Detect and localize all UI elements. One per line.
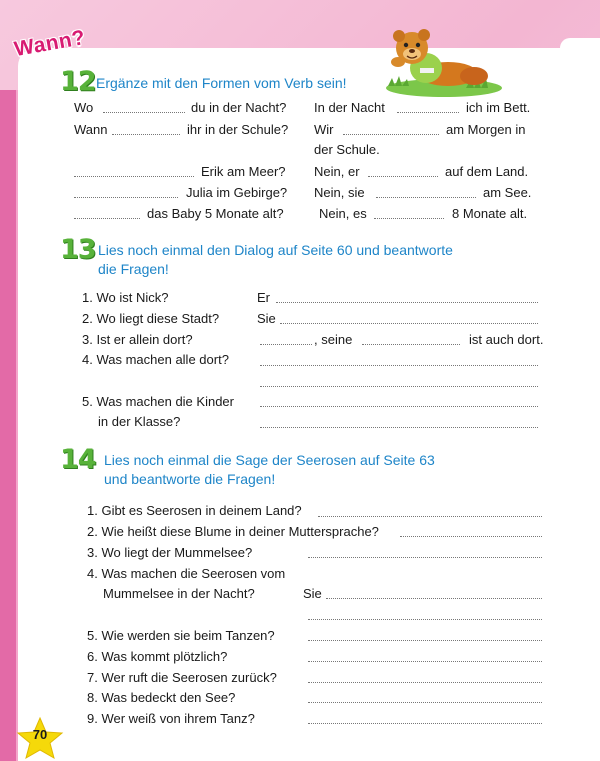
exercise-13-instruction-line-1: Lies noch einmal den Dialog auf Seite 60 und beantworte — [98, 242, 453, 258]
ex14-answer-3-line[interactable] — [308, 557, 542, 558]
book-spine — [0, 90, 16, 761]
exercise-12-instruction: Ergänze mit den Formen vom Verb sein! — [96, 75, 347, 91]
ex13-answer-3-blank-2[interactable] — [362, 344, 460, 345]
ex12-right-1-start: In der Nacht — [314, 100, 385, 115]
page-corner — [560, 38, 600, 52]
ex13-question-1: 1. Wo ist Nick? — [82, 290, 169, 305]
ex12-right-2-continuation: der Schule. — [314, 142, 380, 157]
ex12-right-4-end: am See. — [483, 185, 532, 200]
ex14-question-1: 1. Gibt es Seerosen in deinem Land? — [87, 503, 302, 518]
ex13-answer-4-line-1[interactable] — [260, 365, 538, 366]
ex12-left-2-start: Wann — [74, 122, 108, 137]
ex14-question-2: 2. Wie heißt diese Blume in deiner Muttersprache? — [87, 524, 379, 539]
ex12-left-1-end: du in der Nacht? — [191, 100, 287, 115]
ex12-left-5-end: das Baby 5 Monate alt? — [147, 206, 284, 221]
ex14-answer-4-line-2[interactable] — [308, 619, 542, 620]
ex12-left-2-blank[interactable] — [112, 134, 180, 135]
ex12-right-2-end: am Morgen in — [446, 122, 526, 137]
ex13-answer-1-prefix: Er — [257, 290, 270, 305]
ex12-right-4-blank[interactable] — [376, 197, 476, 198]
corner-label: Wann? — [12, 25, 88, 62]
ex13-answer-3-middle: , seine — [314, 332, 353, 347]
ex13-question-5: 5. Was machen die Kinder — [82, 394, 234, 409]
ex13-question-3: 3. Ist er allein dort? — [82, 332, 193, 347]
page-number: 70 — [32, 727, 48, 742]
ex12-right-2-start: Wir — [314, 122, 334, 137]
ex14-answer-2-line[interactable] — [400, 536, 542, 537]
ex13-answer-3-blank-1[interactable] — [260, 344, 312, 345]
ex12-right-3-blank[interactable] — [368, 176, 438, 177]
ex14-answer-4-line-1[interactable] — [326, 598, 542, 599]
ex12-left-1-start: Wo — [74, 100, 94, 115]
ex14-answer-8-line[interactable] — [308, 702, 542, 703]
ex12-right-1-blank[interactable] — [397, 112, 459, 113]
ex13-answer-5-line-1[interactable] — [260, 406, 538, 407]
ex13-question-5-continuation: in der Klasse? — [98, 414, 181, 429]
ex14-answer-9-line[interactable] — [308, 723, 542, 724]
ex12-left-4-end: Julia im Gebirge? — [186, 185, 288, 200]
ex12-right-5-end: 8 Monate alt. — [452, 206, 528, 221]
ex12-right-5-start: Nein, es — [319, 206, 367, 221]
ex13-question-4: 4. Was machen alle dort? — [82, 352, 229, 367]
ex12-left-1-blank[interactable] — [103, 112, 185, 113]
ex14-answer-1-line[interactable] — [318, 516, 542, 517]
ex13-answer-3-end: ist auch dort. — [469, 332, 544, 347]
ex14-question-9: 9. Wer weiß von ihrem Tanz? — [87, 711, 255, 726]
ex12-right-2-blank[interactable] — [343, 134, 439, 135]
ex13-answer-4-line-2[interactable] — [260, 386, 538, 387]
ex14-answer-5-line[interactable] — [308, 640, 542, 641]
ex12-left-2-end: ihr in der Schule? — [187, 122, 289, 137]
ex14-answer-4-prefix: Sie — [303, 586, 322, 601]
ex13-answer-2-line[interactable] — [280, 323, 538, 324]
ex13-answer-2-prefix: Sie — [257, 311, 276, 326]
ex13-answer-5-line-2[interactable] — [260, 427, 538, 428]
exercise-14-number: 14 — [60, 444, 96, 475]
ex12-right-3-start: Nein, er — [314, 164, 360, 179]
ex14-question-6: 6. Was kommt plötzlich? — [87, 649, 228, 664]
exercise-13-number: 13 — [60, 234, 96, 265]
exercise-14-instruction-line-1: Lies noch einmal die Sage der Seerosen auf Seite 63 — [104, 452, 435, 468]
ex14-question-7: 7. Wer ruft die Seerosen zurück? — [87, 670, 277, 685]
ex14-question-5: 5. Wie werden sie beim Tanzen? — [87, 628, 275, 643]
ex14-question-3: 3. Wo liegt der Mummelsee? — [87, 545, 253, 560]
ex12-left-4-blank[interactable] — [74, 197, 178, 198]
ex14-question-8: 8. Was bedeckt den See? — [87, 690, 236, 705]
ex12-left-3-end: Erik am Meer? — [201, 164, 286, 179]
ex14-question-4-continuation: Mummelsee in der Nacht? — [103, 586, 255, 601]
ex12-right-5-blank[interactable] — [374, 218, 444, 219]
exercise-12-number: 12 — [60, 66, 96, 97]
ex14-answer-6-line[interactable] — [308, 661, 542, 662]
ex12-left-3-blank[interactable] — [74, 176, 194, 177]
ex12-right-1-end: ich im Bett. — [466, 100, 531, 115]
ex13-question-2: 2. Wo liegt diese Stadt? — [82, 311, 220, 326]
ex12-left-5-blank[interactable] — [74, 218, 140, 219]
ex14-question-4: 4. Was machen die Seerosen vom — [87, 566, 286, 581]
exercise-14-instruction-line-2: und beantworte die Fragen! — [104, 471, 276, 487]
exercise-13-instruction-line-2: die Fragen! — [98, 261, 169, 277]
bear-illustration — [378, 28, 504, 98]
ex14-answer-7-line[interactable] — [308, 682, 542, 683]
ex12-right-4-start: Nein, sie — [314, 185, 365, 200]
ex13-answer-1-line[interactable] — [276, 302, 538, 303]
ex12-right-3-end: auf dem Land. — [445, 164, 529, 179]
